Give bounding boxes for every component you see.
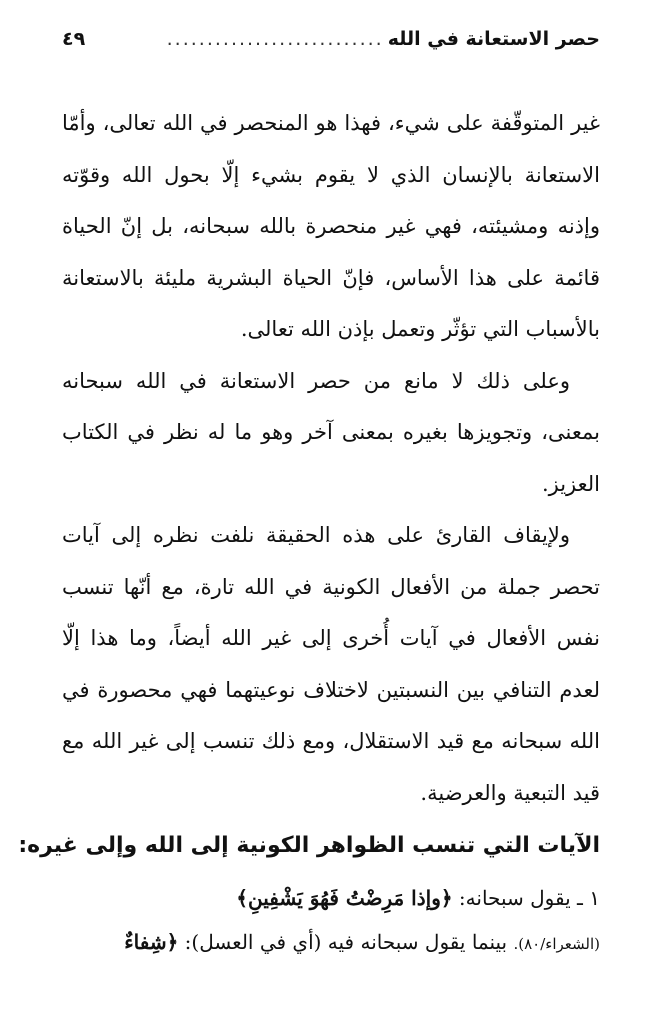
list-item — [62, 878, 600, 918]
paragraph: وعلى ذلك لا مانع من حصر الاستعانة في الله سبحانه بمعنى، وتجويزها بغيره بمعنى آخر وهو ما له نظر في الكتاب العزيز. — [62, 368, 600, 496]
body-text — [62, 98, 600, 819]
item-continuation: بينما يقول سبحانه فيه (أي في العسل): — [178, 930, 514, 954]
paragraph: ولإيقاف القارئ على هذه الحقيقة نلفت نظره إلى آيات تحصر جملة من الأفعال الكونية في الله تارة، مع أنّها تنسب نفس الأفعال في آيات أُخرى إلى غير الله أيضاً، وما هذا إلّا لعدم التنافي بين النسبتين لاختلاف نوعيتهما فهي محصورة في الله سبحانه مع قيد الاستقلال، ومع ذلك تنسب إلى غير الله مع قيد التبعية والعرضية. — [62, 523, 600, 805]
section-heading: الآيات التي تنسب الظواهر الكونية إلى الله وإلى غيره: — [18, 833, 600, 858]
quran-quote: ﴿شِفاءٌ — [124, 930, 179, 954]
header-dot-leader: ........................... — [166, 28, 384, 50]
verse-reference: (الشعراء/٨٠). — [513, 935, 600, 953]
header-title: حصر الاستعانة في الله — [387, 28, 600, 50]
page-number: ٤٩ — [62, 28, 86, 50]
running-header — [62, 28, 600, 62]
quran-quote: ﴿وإذا مَرِضْتُ فَهُوَ يَشْفِينِ﴾ — [236, 886, 453, 910]
list-item-continuation — [62, 922, 600, 964]
paragraph: غير المتوقّفة على شيء، فهذا هو المنحصر في الله تعالى، وأمّا الاستعانة بالإنسان الذي لا يقوم بشيء إلّا بحول الله وقوّته وإذنه ومشيئته، فهي غير منحصرة بالله سبحانه، بل إنّ الحياة قائمة على هذا الأساس، فإنّ الحياة البشرية مليئة بالاستعانة بالأسباب التي تؤثّر وتعمل بإذن الله تعالى. — [62, 111, 600, 341]
item-intro: ١ ـ يقول سبحانه: — [452, 886, 600, 910]
